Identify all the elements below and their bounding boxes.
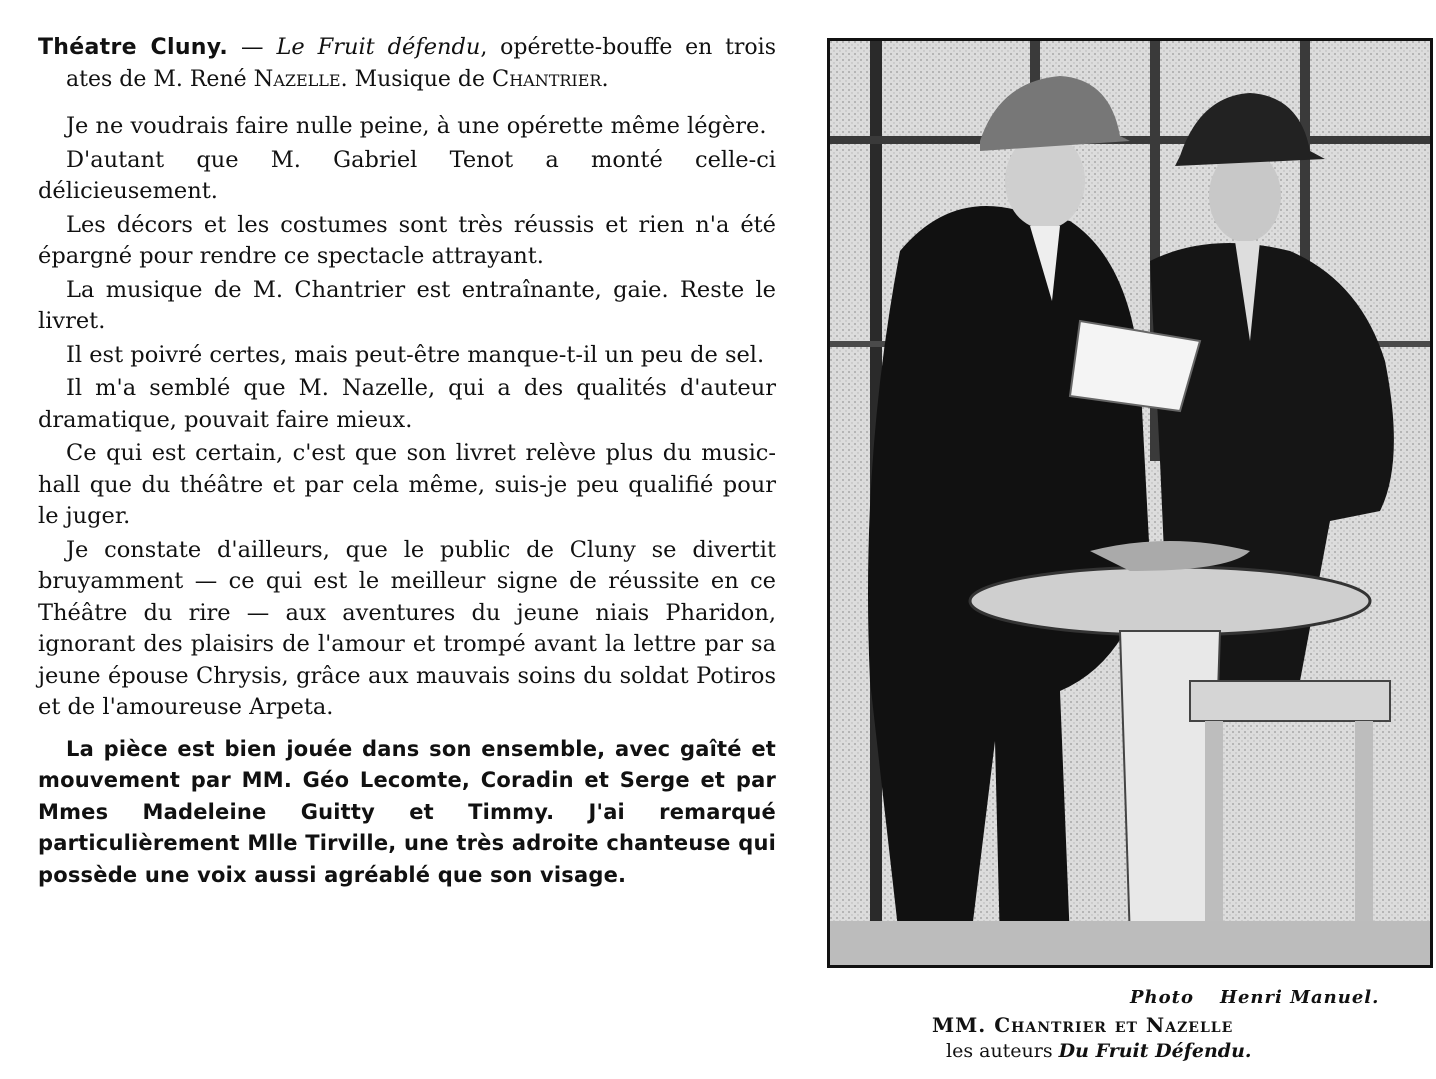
article-paragraph: La musique de M. Chantrier est entraînante, gaie. Reste le livret. <box>38 276 776 334</box>
article-paragraph: Les décors et les costumes sont très réussis et rien n'a été épargné pour rendre ce spectacle attrayant. <box>38 211 776 269</box>
header-dash: — <box>228 34 277 60</box>
portrait-photo <box>827 38 1433 968</box>
play-title: Le Fruit défendu <box>276 34 481 60</box>
header-author: Nazelle <box>253 65 341 92</box>
header-credits-3: . <box>601 65 609 92</box>
photo-credit-label: Photo <box>1130 987 1194 1008</box>
article-paragraph: D'autant que M. Gabriel Tenot a monté celle-ci délicieusement. <box>38 146 776 204</box>
article-header <box>38 32 776 95</box>
photo-credit-name: Henri Manuel. <box>1219 987 1380 1008</box>
photo-caption-title: Du Fruit Défendu. <box>1058 1040 1252 1062</box>
header-credits-1: , opérette-bouffe en trois ates de M. René <box>66 35 776 92</box>
article-paragraph: Ce qui est certain, c'est que son livret relève plus du music-hall que du théâtre et par cela même, suis-je peu qualifié pour le juger. <box>38 440 776 529</box>
photo-caption-names: MM. Chantrier et Nazelle <box>932 1013 1234 1037</box>
photo-caption-prefix: les auteurs <box>946 1040 1059 1062</box>
article-paragraph: Je constate d'ailleurs, que le public de Cluny se divertit bruyamment — ce qui est le meilleur signe de réussite en ce Théâtre du rire — aux aventures du jeune niais Pharidon, ignorant des plaisirs de l'amour et trompé avant la lettre par sa jeune épouse Chrysis, grâce aux mauvais soins du soldat Potiros et de l'amoureuse Arpeta. <box>38 536 776 720</box>
article-paragraph: Je ne voudrais faire nulle peine, à une opérette même légère. <box>66 113 767 139</box>
photo-credit <box>1130 987 1380 1008</box>
photo-illustration <box>830 41 1430 965</box>
article-paragraph: Il m'a semblé que M. Nazelle, qui a des qualités d'auteur dramatique, pouvait faire mieux. <box>38 375 776 433</box>
header-credits-2: . Musique de <box>340 66 492 92</box>
header-composer: Chantrier <box>491 65 602 92</box>
article-final-paragraph: La pièce est bien jouée dans son ensemble, avec gaîté et mouvement par MM. Géo Lecomte, Coradin et Serge et par Mmes Madeleine Guitty et Timmy. J'ai remarqué particulièrement Mlle Tirville, une très adroite chanteuse qui possède une voix aussi agréablé que son visage. <box>38 736 776 887</box>
theatre-name: Théatre Cluny. <box>38 35 229 60</box>
article-paragraph: Il est poivré certes, mais peut-être manque-t-il un peu de sel. <box>66 341 765 368</box>
article-column <box>38 32 776 893</box>
photo-caption-subtitle <box>946 1040 1252 1062</box>
